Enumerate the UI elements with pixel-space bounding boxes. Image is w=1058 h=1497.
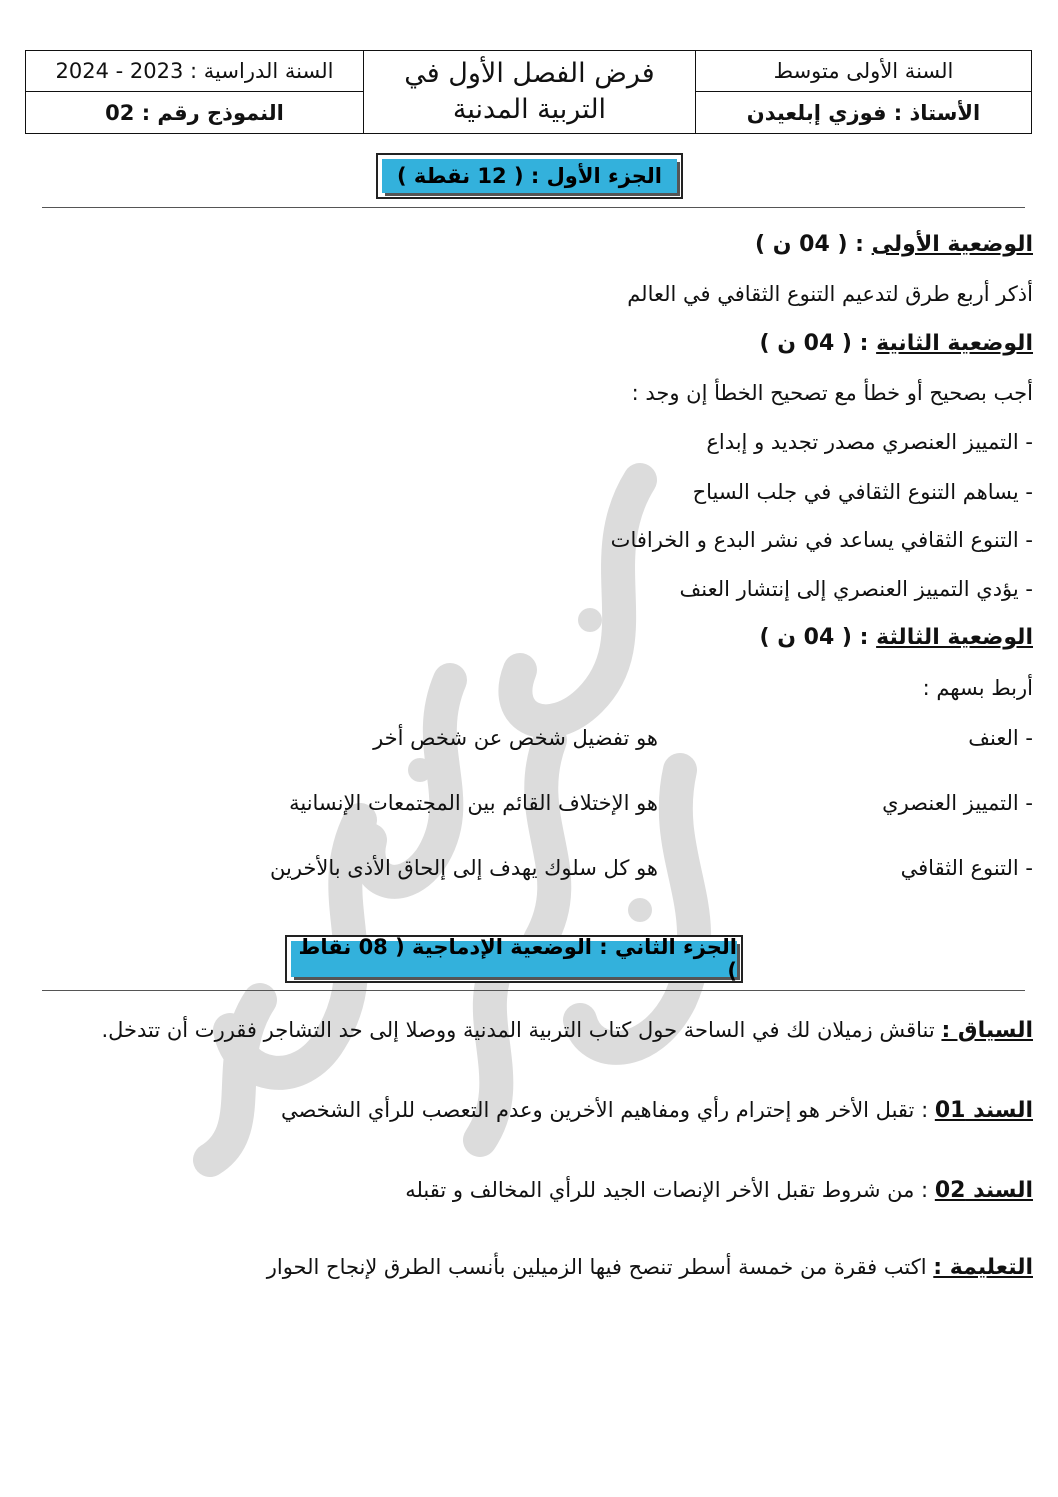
document2-text: : من شروط تقبل الأخر الإنصات الجيد للرأي المخالف و تقبله — [405, 1178, 929, 1202]
situation2-instruction: أجب بصحيح أو خطأ مع تصحيح الخطأ إن وجد : — [631, 381, 1033, 405]
document2 — [405, 1178, 1033, 1203]
situation1-label: الوضعية الأولى — [871, 232, 1033, 257]
statement-item: - يؤدي التمييز العنصري إلى إنتشار العنف — [679, 577, 1033, 601]
situation1-text: أذكر أربع طرق لتدعيم التنوع الثقافي في العالم — [627, 282, 1033, 306]
class-level: السنة الأولى متوسط — [696, 51, 1031, 92]
task-text: اكتب فقرة من خمسة أسطر تنصح فيها الزميلين بأنسب الطرق لإنجاح الحوار — [266, 1255, 927, 1279]
context-paragraph — [101, 1018, 1033, 1043]
part1-banner — [376, 153, 683, 199]
task-instruction — [267, 1255, 1033, 1280]
situation3-instruction: أربط بسهم : — [922, 676, 1033, 700]
part1-banner-label: الجزء الأول : ( 12 نقطة ) — [382, 159, 677, 193]
situation2-points: : ( 04 ن ) — [759, 331, 869, 356]
document1-label: السند 01 — [934, 1098, 1033, 1123]
part2-banner-label: الجزء الثاني : الوضعية الإدماجية ( 08 نقاط ) — [291, 941, 737, 977]
match-definition: هو كل سلوك يهدف إلى إلحاق الأذى بالأخرين — [269, 856, 658, 880]
match-term: - التنوع الثقافي — [900, 856, 1033, 880]
school-year: السنة الدراسية : 2023 - 2024 — [26, 51, 363, 92]
document1 — [281, 1098, 1033, 1123]
context-label: السياق : — [941, 1018, 1033, 1043]
statement-item: - التمييز العنصري مصدر تجديد و إبداع — [706, 430, 1033, 454]
situation2-label: الوضعية الثانية — [876, 331, 1033, 356]
situation3-points: : ( 04 ن ) — [759, 625, 869, 650]
situation3-label: الوضعية الثالثة — [876, 625, 1033, 650]
divider-1 — [42, 207, 1025, 208]
teacher-name: الأستاذ : فوزي إبلعيدن — [746, 100, 981, 125]
context-text: تناقش زميلان لك في الساحة حول كتاب التربية المدنية ووصلا إلى حد التشاجر فقررت أن تتدخل. — [101, 1018, 935, 1042]
header-left-column — [26, 51, 363, 133]
situation1-points: : ( 04 ن ) — [755, 232, 864, 257]
header-exam-title — [363, 51, 695, 133]
situation1-title — [755, 232, 1033, 257]
exam-header-table — [25, 50, 1032, 134]
exam-title-line1: فرض الفصل الأول في — [404, 57, 655, 89]
document1-text: : تقبل الأخر هو إحترام رأي ومفاهيم الأخرين وعدم التعصب للرأي الشخصي — [280, 1098, 929, 1122]
match-term: - التمييز العنصري — [882, 791, 1033, 815]
document2-label: السند 02 — [934, 1178, 1033, 1203]
statement-item: - التنوع الثقافي يساعد في نشر البدع و الخرافات — [610, 528, 1033, 552]
situation2-title — [759, 331, 1033, 356]
exam-title-line2: التربية المدنية — [452, 94, 607, 125]
situation3-title — [759, 625, 1033, 650]
header-right-column — [695, 51, 1031, 133]
match-term: - العنف — [968, 726, 1033, 750]
part2-banner — [285, 935, 743, 983]
match-definition: هو تفضيل شخص عن شخص أخر — [373, 726, 658, 750]
divider-2 — [42, 990, 1025, 991]
match-definition: هو الإختلاف القائم بين المجتمعات الإنسانية — [289, 791, 658, 815]
task-label: التعليمة : — [933, 1255, 1033, 1280]
model-number: النموذج رقم : 02 — [105, 100, 284, 125]
statement-item: - يساهم التنوع الثقافي في جلب السياح — [692, 480, 1033, 504]
